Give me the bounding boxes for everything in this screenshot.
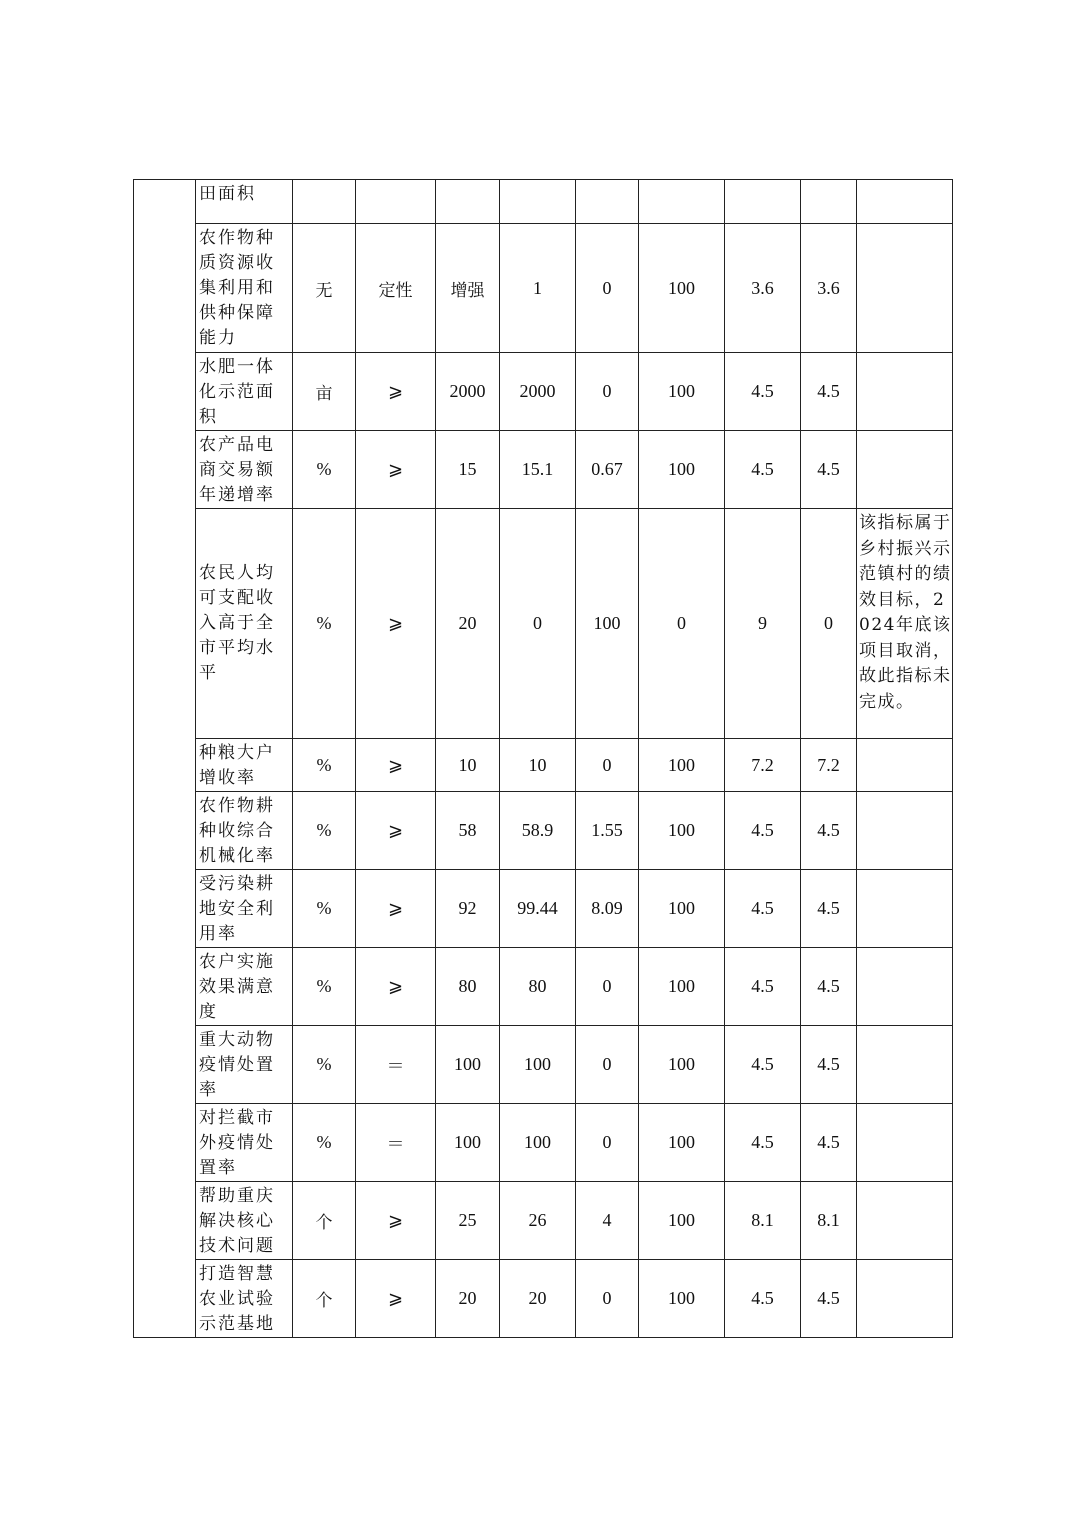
deviation-cell: 4 [576,1182,639,1260]
target-cell: 15 [436,431,500,509]
actual-cell [500,180,576,224]
note-cell [857,1260,953,1338]
note-cell [857,353,953,431]
score-cell: 4.5 [801,353,857,431]
target-cell: 20 [436,1260,500,1338]
rate-cell: 100 [639,1182,725,1260]
deviation-cell: 0 [576,353,639,431]
table-row [134,1026,953,1104]
note-cell [857,792,953,870]
operator-cell: ⩾ [356,870,436,948]
table-row [134,1182,953,1260]
rate-cell: 0 [639,509,725,739]
table-row [134,1260,953,1338]
score-cell: 4.5 [801,1260,857,1338]
target-cell: 10 [436,739,500,792]
weight-cell [725,180,801,224]
table-row [134,509,953,739]
score-cell [801,180,857,224]
operator-cell: ⩾ [356,948,436,1026]
operator-cell: ＝ [356,1026,436,1104]
score-cell: 4.5 [801,948,857,1026]
weight-cell: 4.5 [725,1104,801,1182]
indicator-name: 农民人均可支配收入高于全市平均水平 [196,509,293,739]
actual-cell: 15.1 [500,431,576,509]
actual-cell: 0 [500,509,576,739]
note-cell [857,739,953,792]
note-cell [857,1182,953,1260]
note-cell [857,431,953,509]
table-row [134,739,953,792]
deviation-cell: 0 [576,1260,639,1338]
score-cell: 4.5 [801,792,857,870]
table-row [134,870,953,948]
indicator-name: 水肥一体化示范面积 [196,353,293,431]
table-row [134,792,953,870]
unit-cell: % [293,792,356,870]
score-cell: 4.5 [801,431,857,509]
note-cell [857,1104,953,1182]
target-cell: 100 [436,1026,500,1104]
unit-cell: % [293,509,356,739]
deviation-cell [576,180,639,224]
indicator-name: 农户实施效果满意度 [196,948,293,1026]
actual-cell: 2000 [500,353,576,431]
indicator-name: 对拦截市外疫情处置率 [196,1104,293,1182]
unit-cell: 无 [293,224,356,353]
weight-cell: 4.5 [725,1260,801,1338]
deviation-cell: 0 [576,948,639,1026]
target-cell: 58 [436,792,500,870]
actual-cell: 26 [500,1182,576,1260]
indicator-name: 受污染耕地安全利用率 [196,870,293,948]
rate-cell: 100 [639,792,725,870]
note-cell [857,1026,953,1104]
actual-cell: 10 [500,739,576,792]
score-cell: 8.1 [801,1182,857,1260]
weight-cell: 9 [725,509,801,739]
table-row [134,180,953,224]
weight-cell: 7.2 [725,739,801,792]
table-row [134,1104,953,1182]
table-row [134,431,953,509]
unit-cell: 个 [293,1260,356,1338]
indicator-name: 农产品电商交易额年递增率 [196,431,293,509]
actual-cell: 99.44 [500,870,576,948]
weight-cell: 4.5 [725,870,801,948]
target-cell: 20 [436,509,500,739]
rate-cell: 100 [639,353,725,431]
note-cell: 该指标属于乡村振兴示范镇村的绩效目标，2024年底该项目取消，故此指标未完成。 [857,509,953,739]
note-cell [857,224,953,353]
category-cell [134,180,196,1338]
rate-cell: 100 [639,1104,725,1182]
operator-cell: ⩾ [356,739,436,792]
note-cell [857,180,953,224]
note-cell [857,870,953,948]
rate-cell [639,180,725,224]
score-cell: 0 [801,509,857,739]
target-cell: 100 [436,1104,500,1182]
indicator-name: 农作物耕种收综合机械化率 [196,792,293,870]
deviation-cell: 0 [576,1104,639,1182]
deviation-cell: 0 [576,224,639,353]
deviation-cell: 0.67 [576,431,639,509]
unit-cell: % [293,948,356,1026]
target-cell: 增强 [436,224,500,353]
actual-cell: 58.9 [500,792,576,870]
indicator-name: 农作物种质资源收集利用和供种保障能力 [196,224,293,353]
indicator-name: 帮助重庆解决核心技术问题 [196,1182,293,1260]
rate-cell: 100 [639,948,725,1026]
target-cell: 92 [436,870,500,948]
operator-cell: 定性 [356,224,436,353]
performance-table [133,179,953,1338]
weight-cell: 8.1 [725,1182,801,1260]
target-cell: 80 [436,948,500,1026]
indicator-name: 田面积 [196,180,293,224]
operator-cell: ⩾ [356,1260,436,1338]
rate-cell: 100 [639,739,725,792]
deviation-cell: 100 [576,509,639,739]
actual-cell: 20 [500,1260,576,1338]
deviation-cell: 0 [576,1026,639,1104]
target-cell: 2000 [436,353,500,431]
note-cell [857,948,953,1026]
table-row [134,224,953,353]
weight-cell: 4.5 [725,431,801,509]
indicator-name: 种粮大户增收率 [196,739,293,792]
score-cell: 4.5 [801,1026,857,1104]
weight-cell: 4.5 [725,948,801,1026]
deviation-cell: 1.55 [576,792,639,870]
score-cell: 3.6 [801,224,857,353]
operator-cell: ⩾ [356,1182,436,1260]
deviation-cell: 8.09 [576,870,639,948]
indicator-name: 打造智慧农业试验示范基地 [196,1260,293,1338]
target-cell [436,180,500,224]
actual-cell: 1 [500,224,576,353]
indicator-name: 重大动物疫情处置率 [196,1026,293,1104]
rate-cell: 100 [639,870,725,948]
unit-cell: % [293,1104,356,1182]
weight-cell: 4.5 [725,1026,801,1104]
score-cell: 4.5 [801,870,857,948]
unit-cell: 亩 [293,353,356,431]
unit-cell: % [293,870,356,948]
table-row [134,353,953,431]
weight-cell: 4.5 [725,353,801,431]
rate-cell: 100 [639,1260,725,1338]
actual-cell: 80 [500,948,576,1026]
deviation-cell: 0 [576,739,639,792]
actual-cell: 100 [500,1104,576,1182]
score-cell: 7.2 [801,739,857,792]
score-cell: 4.5 [801,1104,857,1182]
unit-cell: 个 [293,1182,356,1260]
table-row [134,948,953,1026]
target-cell: 25 [436,1182,500,1260]
unit-cell: % [293,431,356,509]
operator-cell: ＝ [356,1104,436,1182]
operator-cell: ⩾ [356,509,436,739]
unit-cell [293,180,356,224]
rate-cell: 100 [639,431,725,509]
actual-cell: 100 [500,1026,576,1104]
unit-cell: % [293,1026,356,1104]
operator-cell: ⩾ [356,431,436,509]
rate-cell: 100 [639,1026,725,1104]
operator-cell [356,180,436,224]
weight-cell: 3.6 [725,224,801,353]
operator-cell: ⩾ [356,792,436,870]
operator-cell: ⩾ [356,353,436,431]
rate-cell: 100 [639,224,725,353]
unit-cell: % [293,739,356,792]
weight-cell: 4.5 [725,792,801,870]
